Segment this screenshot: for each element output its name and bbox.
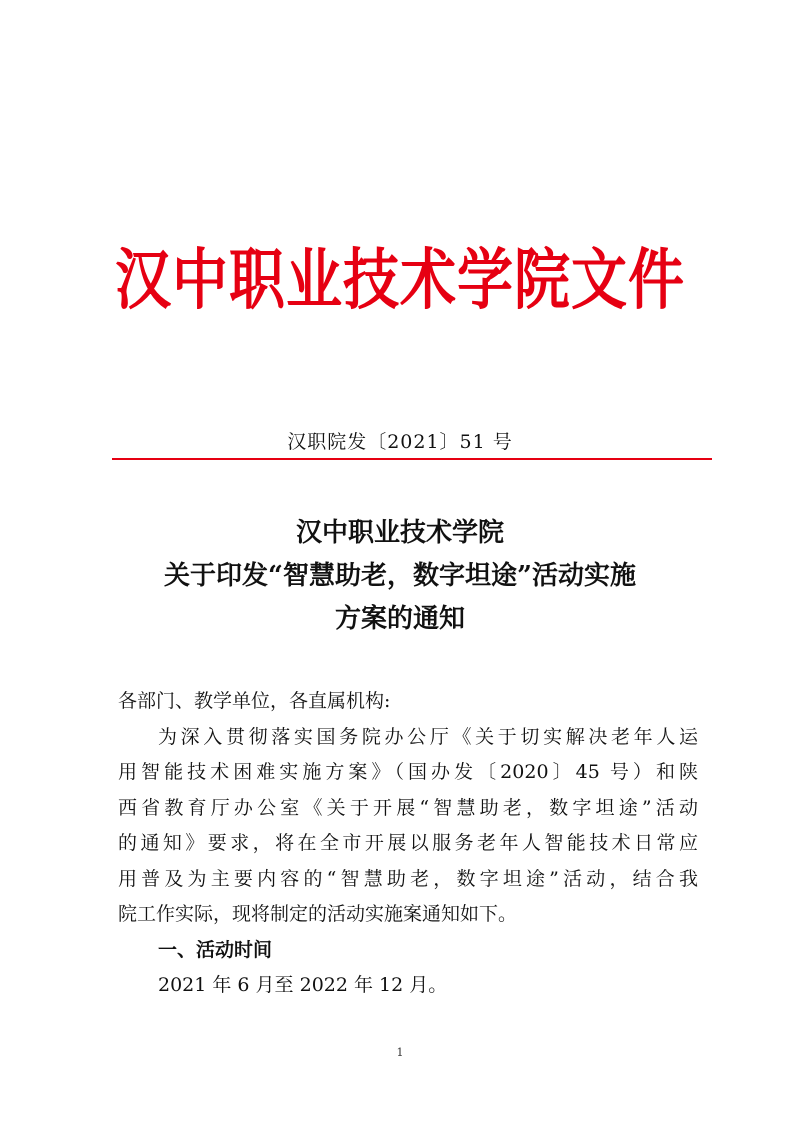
paragraph-line: 西省教育厅办公室《关于开展“智慧助老，数字坦途”活动: [118, 796, 698, 819]
notice-body: [118, 684, 698, 1004]
paragraph-line: 院工作实际，现将制定的活动实施案通知如下。: [118, 903, 518, 925]
red-divider-line: [112, 458, 712, 460]
paragraph-line: 用智能技术困难实施方案》（国办发〔2020〕45 号）和陕: [118, 761, 698, 783]
section-text: 2021 年 6 月至 2022 年 12 月。: [158, 974, 448, 996]
title-line-2: 关于印发“智慧助老，数字坦途”活动实施: [164, 561, 636, 591]
paragraph-line: 的通知》要求，将在全市开展以服务老年人智能技术日常应: [118, 832, 698, 854]
body-paragraph: [118, 720, 698, 933]
paragraph-line: 为深入贯彻落实国务院办公厅《关于切实解决老年人运: [158, 725, 698, 748]
title-line-1: 汉中职业技术学院: [295, 518, 504, 548]
masthead-title: 汉中职业技术学院文件: [115, 242, 685, 319]
document-number: 汉职院发〔2021〕51 号: [287, 431, 513, 453]
title-line-3: 方案的通知: [334, 604, 465, 634]
notice-title: [0, 512, 800, 641]
salutation: 各部门、教学单位，各直属机构:: [118, 690, 391, 712]
paragraph-line: 用普及为主要内容的“智慧助老，数字坦途”活动，结合我: [118, 867, 698, 890]
page-number: 1: [396, 1046, 404, 1059]
section-heading: 一、活动时间: [158, 938, 273, 961]
